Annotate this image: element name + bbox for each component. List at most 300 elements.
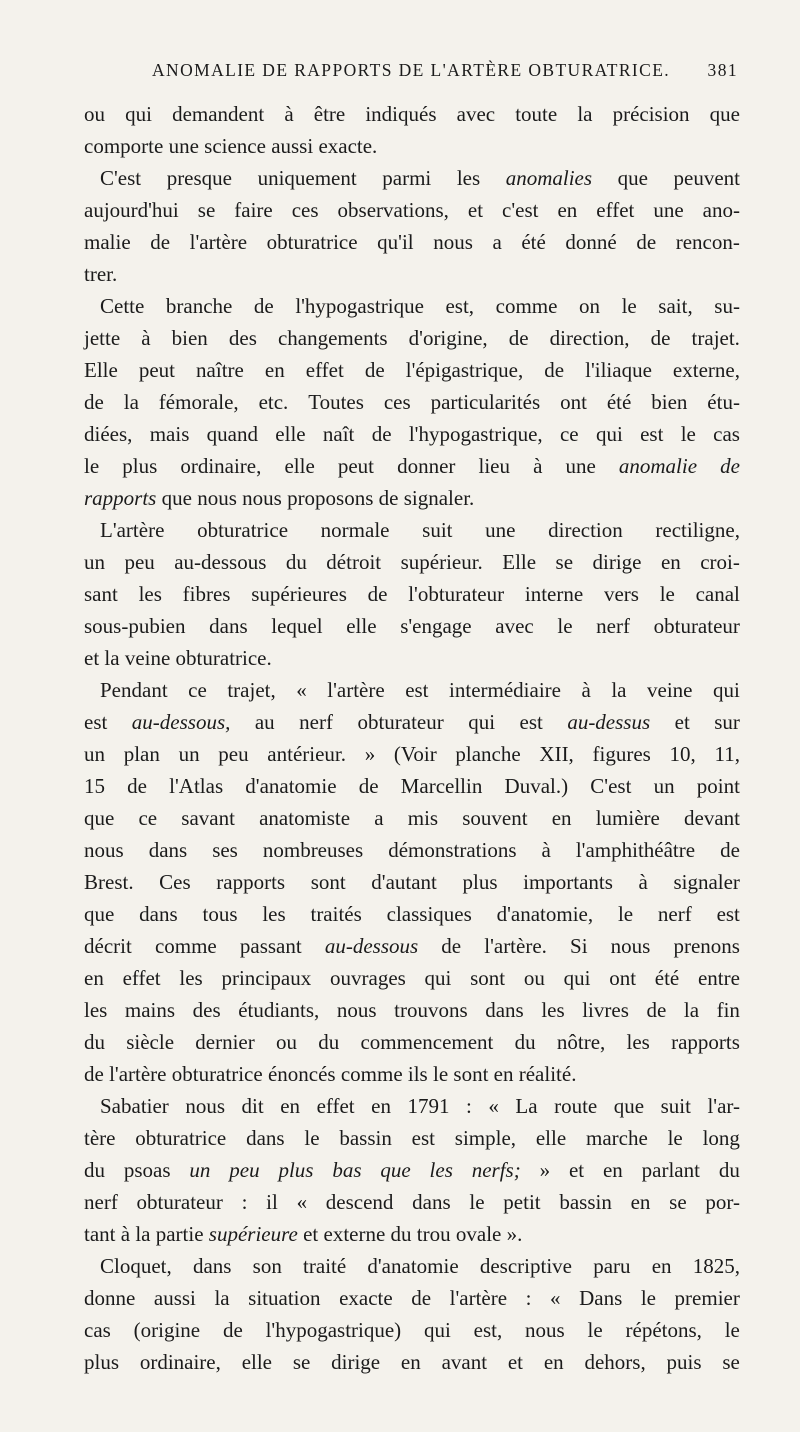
text-line bbox=[84, 642, 740, 674]
word: C'est bbox=[100, 166, 142, 190]
text-line bbox=[84, 418, 740, 450]
word: ce bbox=[138, 806, 158, 830]
text-line bbox=[84, 898, 740, 930]
word: au-dessus bbox=[567, 710, 651, 734]
word: aussi bbox=[153, 1286, 196, 1310]
word: livres bbox=[582, 998, 629, 1022]
word: suit bbox=[660, 1094, 691, 1118]
text-line bbox=[84, 514, 740, 546]
word: est, bbox=[473, 1318, 503, 1342]
word: 1825, bbox=[692, 1254, 740, 1278]
word: l'obturateur bbox=[408, 582, 505, 606]
word: elle bbox=[346, 614, 377, 638]
word: nous bbox=[242, 486, 288, 510]
word: fin bbox=[716, 998, 740, 1022]
word: une bbox=[565, 454, 596, 478]
word: comporte bbox=[84, 134, 169, 158]
text-line bbox=[84, 930, 740, 962]
word: de bbox=[84, 1062, 110, 1086]
body-text bbox=[84, 98, 740, 1378]
word: donné bbox=[565, 230, 617, 254]
word: traité bbox=[303, 1254, 347, 1278]
word: anomalie bbox=[618, 454, 698, 478]
word: et bbox=[84, 646, 105, 670]
text-line bbox=[84, 258, 740, 290]
word: de bbox=[127, 774, 147, 798]
word: L'artère bbox=[100, 518, 165, 542]
word: étu- bbox=[707, 390, 740, 414]
word: ont bbox=[609, 966, 637, 990]
word: qui bbox=[713, 678, 740, 702]
word: dans bbox=[148, 838, 188, 862]
word: l'artère bbox=[327, 678, 385, 702]
word: Marcellin bbox=[400, 774, 483, 798]
running-header bbox=[128, 60, 738, 88]
word: trou bbox=[416, 1222, 456, 1246]
word: peut bbox=[337, 454, 374, 478]
word: fibres bbox=[182, 582, 231, 606]
word: partie bbox=[155, 1222, 209, 1246]
word: qui bbox=[423, 1318, 451, 1342]
word: dernier bbox=[195, 1030, 255, 1054]
word: planche bbox=[455, 742, 521, 766]
word: malie bbox=[84, 230, 131, 254]
text-line bbox=[84, 354, 740, 386]
word: direction, bbox=[549, 326, 630, 350]
word: obturatrice bbox=[135, 1126, 227, 1150]
word: en bbox=[602, 1158, 623, 1182]
word: nombreuses bbox=[262, 838, 364, 862]
word: en bbox=[371, 1094, 391, 1118]
word: externe bbox=[323, 1222, 391, 1246]
word: une bbox=[485, 518, 516, 542]
text-line bbox=[84, 610, 740, 642]
word: de bbox=[720, 838, 740, 862]
text-line bbox=[84, 1026, 740, 1058]
word: en bbox=[660, 550, 681, 574]
word: est bbox=[519, 710, 543, 734]
text-line bbox=[84, 226, 740, 258]
word: été bbox=[606, 390, 632, 414]
text-line bbox=[84, 706, 740, 738]
word: le bbox=[557, 614, 573, 638]
word: l'amphithéâtre bbox=[575, 838, 696, 862]
word: est bbox=[411, 1126, 435, 1150]
word: « bbox=[296, 678, 307, 702]
word: effet bbox=[122, 966, 161, 990]
word: Toutes bbox=[308, 390, 364, 414]
word: elle bbox=[275, 422, 306, 446]
word: (Voir bbox=[393, 742, 437, 766]
text-line bbox=[84, 386, 740, 418]
word: sous-pubien bbox=[84, 614, 186, 638]
word: de bbox=[378, 486, 404, 510]
word: et bbox=[303, 1222, 324, 1246]
word: psoas bbox=[123, 1158, 171, 1182]
word: un bbox=[653, 774, 675, 798]
word: effet bbox=[316, 1094, 355, 1118]
word: les bbox=[541, 998, 565, 1022]
word: au-dessous bbox=[174, 550, 267, 574]
word: 1791 bbox=[407, 1094, 450, 1118]
word: : bbox=[241, 1190, 248, 1214]
word: se bbox=[722, 1350, 740, 1374]
word: obturatrice. bbox=[175, 646, 272, 670]
word: ils bbox=[407, 1062, 433, 1086]
text-line bbox=[84, 322, 740, 354]
word: ces bbox=[383, 390, 411, 414]
word: en bbox=[493, 1062, 519, 1086]
word: l'artère bbox=[109, 1062, 172, 1086]
text-line bbox=[84, 130, 740, 162]
word: aujourd'hui bbox=[84, 198, 179, 222]
word: l'artère bbox=[189, 230, 248, 254]
word: petit bbox=[503, 1190, 541, 1214]
word: direction bbox=[548, 518, 623, 542]
word: l'artère. bbox=[484, 934, 547, 958]
word: un bbox=[84, 550, 105, 574]
word: de bbox=[150, 230, 171, 254]
word: comme bbox=[154, 934, 217, 958]
word: le bbox=[621, 294, 637, 318]
word: dirige bbox=[592, 550, 642, 574]
word: faire bbox=[234, 198, 273, 222]
text-line bbox=[84, 802, 740, 834]
word: ano- bbox=[702, 198, 740, 222]
word: dans bbox=[192, 1254, 232, 1278]
word: de bbox=[720, 454, 740, 478]
word: ce bbox=[188, 678, 207, 702]
word: d'anatomie bbox=[245, 774, 337, 798]
word: est, bbox=[445, 294, 475, 318]
word: Sabatier bbox=[100, 1094, 169, 1118]
word: tous bbox=[202, 902, 238, 926]
word: en bbox=[551, 806, 572, 830]
word: uniquement bbox=[257, 166, 357, 190]
word: figures bbox=[592, 742, 651, 766]
word: supérieure bbox=[208, 1222, 304, 1246]
word: rectiligne, bbox=[655, 518, 740, 542]
text-line bbox=[84, 578, 740, 610]
word: le bbox=[667, 1126, 683, 1150]
word: sait, bbox=[658, 294, 693, 318]
word: classiques bbox=[386, 902, 472, 926]
word: donne bbox=[84, 1286, 136, 1310]
word: rapports bbox=[84, 486, 162, 510]
word: à bbox=[581, 678, 591, 702]
text-line bbox=[84, 1250, 740, 1282]
word: nous bbox=[185, 1094, 226, 1118]
word: de bbox=[646, 998, 667, 1022]
word: les bbox=[84, 998, 108, 1022]
word: qui bbox=[125, 102, 152, 126]
word: Pendant bbox=[100, 678, 168, 702]
text-line bbox=[84, 674, 740, 706]
word: dirige bbox=[331, 1350, 381, 1374]
word: particularités bbox=[430, 390, 541, 414]
word: ordinaire, bbox=[180, 454, 262, 478]
word: Brest. bbox=[84, 870, 134, 894]
word: mains bbox=[124, 998, 176, 1022]
word: traités bbox=[310, 902, 362, 926]
word: donner bbox=[397, 454, 456, 478]
text-line bbox=[84, 482, 740, 514]
word: obturatrice bbox=[266, 230, 358, 254]
word: bien bbox=[651, 390, 688, 414]
word: antérieur. bbox=[267, 742, 347, 766]
word: précision bbox=[612, 102, 690, 126]
word: exacte bbox=[339, 1286, 393, 1310]
text-line bbox=[84, 546, 740, 578]
word: son bbox=[252, 1254, 282, 1278]
word: que bbox=[84, 806, 115, 830]
word: à bbox=[120, 1222, 136, 1246]
word: ou bbox=[523, 966, 545, 990]
word: normale bbox=[320, 518, 390, 542]
word: Si bbox=[570, 934, 588, 958]
word: nôtre, bbox=[556, 1030, 606, 1054]
word: peuvent bbox=[673, 166, 740, 190]
word: un bbox=[189, 1158, 211, 1182]
word: la bbox=[104, 646, 125, 670]
word: les bbox=[179, 966, 203, 990]
text-line bbox=[84, 834, 740, 866]
word: est bbox=[716, 902, 740, 926]
word: signaler. bbox=[403, 486, 475, 510]
word: au-dessous bbox=[324, 934, 419, 958]
word: Cette bbox=[100, 294, 145, 318]
word: principaux bbox=[221, 966, 312, 990]
word: un bbox=[84, 742, 105, 766]
running-title: ANOMALIE DE RAPPORTS DE L'ARTÈRE OBTURATRICE. bbox=[152, 60, 671, 80]
word: en bbox=[543, 1350, 564, 1374]
word: mais bbox=[149, 422, 190, 446]
word: l'épigastrique, bbox=[405, 358, 524, 382]
word: à bbox=[284, 102, 294, 126]
word: sant bbox=[84, 582, 118, 606]
text-line bbox=[84, 162, 740, 194]
word: trer. bbox=[84, 262, 118, 286]
word: sont bbox=[470, 966, 506, 990]
word: indiqués bbox=[365, 102, 437, 126]
word: du bbox=[390, 1222, 417, 1246]
word: au-dessous, bbox=[131, 710, 231, 734]
word: s'engage bbox=[400, 614, 472, 638]
word: du bbox=[318, 1030, 340, 1054]
word: prenons bbox=[673, 934, 740, 958]
text-line bbox=[84, 994, 740, 1026]
word: le bbox=[724, 1318, 740, 1342]
word: plus bbox=[84, 1350, 120, 1374]
text-line bbox=[84, 1154, 740, 1186]
word: point bbox=[696, 774, 740, 798]
word: parlant bbox=[641, 1158, 700, 1182]
word: la bbox=[214, 1286, 230, 1310]
word: cas bbox=[713, 422, 740, 446]
word: dans bbox=[209, 614, 248, 638]
word: Elle bbox=[84, 358, 118, 382]
word: Elle bbox=[502, 550, 537, 574]
word: canal bbox=[695, 582, 740, 606]
word: » bbox=[539, 1158, 551, 1182]
word: qui bbox=[468, 710, 496, 734]
word: premier bbox=[674, 1286, 740, 1310]
word: comme bbox=[495, 294, 558, 318]
word: obturateur bbox=[357, 710, 444, 734]
text-line bbox=[84, 1346, 740, 1378]
word: ». bbox=[506, 1222, 523, 1246]
word: se bbox=[669, 1190, 687, 1214]
word: naît bbox=[322, 422, 355, 446]
word: fémorale, bbox=[158, 390, 239, 414]
word: de bbox=[253, 294, 274, 318]
word: que bbox=[380, 1158, 411, 1182]
word: veine bbox=[124, 646, 176, 670]
word: peu bbox=[124, 550, 155, 574]
word: changements bbox=[277, 326, 388, 350]
word: 10, bbox=[669, 742, 696, 766]
word: et bbox=[507, 1350, 524, 1374]
word: nerfs; bbox=[471, 1158, 521, 1182]
word: répétons, bbox=[625, 1318, 702, 1342]
word: réalité. bbox=[518, 1062, 577, 1086]
word: anomalies bbox=[505, 166, 593, 190]
word: savant bbox=[181, 806, 235, 830]
word: à bbox=[533, 454, 543, 478]
word: la bbox=[683, 998, 700, 1022]
word: et bbox=[467, 198, 484, 222]
word: l'Atlas bbox=[169, 774, 224, 798]
word: « bbox=[488, 1094, 499, 1118]
word: l'iliaque bbox=[585, 358, 652, 382]
word: du bbox=[84, 1158, 105, 1182]
word: que bbox=[161, 486, 198, 510]
word: été bbox=[521, 230, 546, 254]
word: ordinaire, bbox=[139, 1350, 221, 1374]
word: diées, bbox=[84, 422, 133, 446]
word: est bbox=[640, 422, 664, 446]
word: obturatrice bbox=[197, 518, 289, 542]
word: ce bbox=[559, 422, 579, 446]
word: démonstrations bbox=[388, 838, 517, 862]
word: peu bbox=[218, 742, 249, 766]
word: situation bbox=[248, 1286, 321, 1310]
word: « bbox=[550, 1286, 561, 1310]
word: le bbox=[432, 1062, 454, 1086]
word: lumière bbox=[595, 806, 660, 830]
text-line bbox=[84, 738, 740, 770]
word: le bbox=[680, 422, 696, 446]
word: trajet. bbox=[691, 326, 740, 350]
word: paru bbox=[593, 1254, 631, 1278]
word: descriptive bbox=[479, 1254, 572, 1278]
word: d'anatomie bbox=[367, 1254, 459, 1278]
word: été bbox=[654, 966, 680, 990]
word: ouvrages bbox=[330, 966, 406, 990]
word: des bbox=[228, 326, 257, 350]
word: à bbox=[141, 326, 151, 350]
word: en bbox=[280, 1094, 301, 1118]
word: vers bbox=[603, 582, 639, 606]
text-line bbox=[84, 866, 740, 898]
word: les bbox=[626, 1030, 650, 1054]
word: l'hypogastrique) bbox=[265, 1318, 402, 1342]
word: por- bbox=[705, 1190, 740, 1214]
word: suit bbox=[422, 518, 453, 542]
word: du bbox=[514, 1030, 536, 1054]
word: nous bbox=[525, 1318, 565, 1342]
word: de bbox=[222, 1318, 243, 1342]
word: a bbox=[374, 806, 384, 830]
word: bas bbox=[332, 1158, 362, 1182]
text-line bbox=[84, 1282, 740, 1314]
text-line bbox=[84, 1122, 740, 1154]
word: de bbox=[636, 230, 657, 254]
word: croi- bbox=[700, 550, 740, 574]
word: trouvons bbox=[394, 998, 468, 1022]
word: à bbox=[638, 870, 648, 894]
word: demandent bbox=[172, 102, 265, 126]
word: est bbox=[84, 710, 108, 734]
word: de bbox=[508, 326, 529, 350]
word: avec bbox=[456, 102, 496, 126]
word: ces bbox=[291, 198, 319, 222]
word: décrit bbox=[84, 934, 132, 958]
word: jette bbox=[84, 326, 121, 350]
word: à bbox=[541, 838, 551, 862]
word: nerf bbox=[299, 710, 333, 734]
word: nous bbox=[336, 998, 377, 1022]
word: puis bbox=[666, 1350, 702, 1374]
word: que bbox=[617, 166, 648, 190]
word: : bbox=[525, 1286, 532, 1310]
word: l'artère bbox=[449, 1286, 508, 1310]
word: le bbox=[659, 582, 675, 606]
word: plus bbox=[122, 454, 158, 478]
word: de bbox=[367, 582, 388, 606]
word: simple, bbox=[454, 1126, 517, 1150]
word: entre bbox=[697, 966, 740, 990]
word: long bbox=[702, 1126, 740, 1150]
word: sont bbox=[453, 1062, 494, 1086]
word: de bbox=[371, 422, 392, 446]
word: les bbox=[138, 582, 162, 606]
word: avec bbox=[495, 614, 534, 638]
word: effet bbox=[305, 358, 344, 382]
word: XII, bbox=[539, 742, 574, 766]
word: presque bbox=[166, 166, 232, 190]
word: ont bbox=[560, 390, 587, 414]
word: plus bbox=[462, 870, 498, 894]
word: en bbox=[557, 198, 578, 222]
word: souvent bbox=[462, 806, 528, 830]
word: rencon- bbox=[675, 230, 740, 254]
text-line bbox=[84, 1218, 740, 1250]
word: dehors, bbox=[584, 1350, 646, 1374]
word: lieu bbox=[478, 454, 510, 478]
word: obturateur bbox=[136, 1190, 223, 1214]
word: dans bbox=[412, 1190, 451, 1214]
word: externe, bbox=[672, 358, 740, 382]
word: descend bbox=[325, 1190, 394, 1214]
word: qui bbox=[563, 966, 591, 990]
word: de bbox=[411, 1286, 432, 1310]
word: etc. bbox=[258, 390, 289, 414]
word: sur bbox=[714, 710, 740, 734]
word: le bbox=[640, 1286, 656, 1310]
word: d'autant bbox=[371, 870, 437, 894]
word: du bbox=[285, 550, 307, 574]
